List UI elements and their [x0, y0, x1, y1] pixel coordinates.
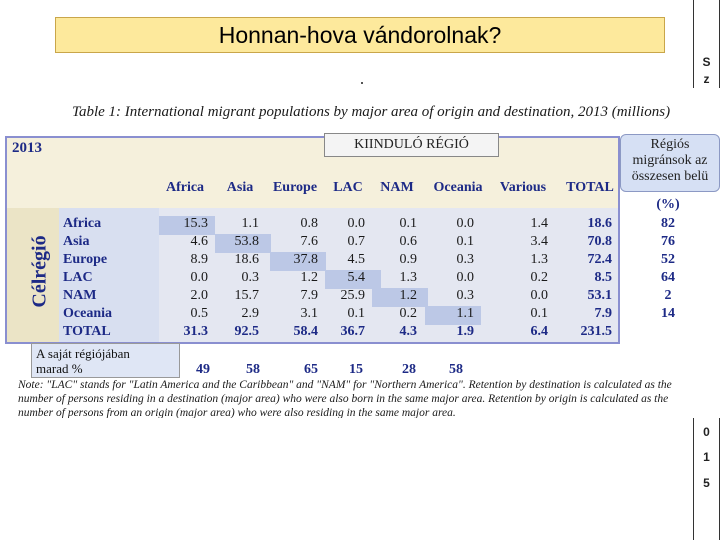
pct-value: 14 — [661, 306, 675, 321]
col-header-africa: Africa — [165, 180, 205, 195]
regional-box-line: összesen belü — [631, 169, 709, 184]
col-header-asia: Asia — [226, 180, 254, 195]
table-cell: 0.1 — [399, 216, 417, 231]
retention-label-box — [31, 343, 180, 378]
table-cell-total: 53.1 — [587, 288, 612, 303]
row-label-nam: NAM — [63, 288, 97, 303]
table-cell: 0.0 — [456, 270, 474, 285]
table-cell: 0.1 — [530, 306, 548, 321]
table-cell-total: 18.6 — [587, 216, 612, 231]
table-cell: 2.0 — [190, 288, 208, 303]
retention-value: 28 — [402, 362, 416, 377]
table-cell: 7.9 — [300, 288, 318, 303]
table-cell: 0.8 — [300, 216, 318, 231]
col-header-nam: NAM — [380, 180, 414, 195]
col-header-total: TOTAL — [566, 180, 614, 195]
table-caption: Table 1: International migrant populations by major area of origin and destination, 2013 (millions) — [72, 104, 671, 120]
table-cell-total: 4.3 — [399, 324, 417, 339]
table-cell: 8.9 — [190, 252, 208, 267]
table-cell: 0.3 — [241, 270, 259, 285]
table-cell-total: 70.8 — [587, 234, 612, 249]
table-cell: 15.3 — [183, 216, 208, 231]
row-label-africa: Africa — [63, 216, 102, 231]
table-cell: 0.0 — [530, 288, 548, 303]
table-cell: 0.1 — [456, 234, 474, 249]
table-cell: 1.1 — [456, 306, 474, 321]
pct-value: 82 — [661, 216, 675, 231]
col-header-oceania: Oceania — [433, 180, 483, 195]
table-cell: 53.8 — [234, 234, 259, 249]
table-cell: 1.2 — [300, 270, 318, 285]
table-year: 2013 — [12, 140, 42, 156]
table-cell: 5.4 — [347, 270, 365, 285]
table-cell-total: 92.5 — [234, 324, 259, 339]
table-cell: 2.9 — [241, 306, 259, 321]
regional-box-line: migránsok az — [632, 153, 708, 168]
retention-label-line: marad % — [36, 361, 83, 376]
table-cell-total: 58.4 — [293, 324, 318, 339]
table-cell: 0.9 — [399, 252, 417, 267]
table-cell: 1.3 — [530, 252, 548, 267]
table-cell: 0.1 — [347, 306, 365, 321]
col-header-lac: LAC — [333, 180, 363, 195]
table-cell-total: 231.5 — [580, 324, 612, 339]
table-cell: 0.2 — [530, 270, 548, 285]
retention-value: 58 — [449, 362, 463, 377]
table-cell: 0.3 — [456, 252, 474, 267]
strip-char: 5 — [703, 476, 710, 490]
retention-value: 49 — [196, 362, 210, 377]
table-cell: 37.8 — [293, 252, 318, 267]
table-cell: 7.6 — [300, 234, 318, 249]
table-cell: 0.0 — [456, 216, 474, 231]
table-cell: 0.0 — [347, 216, 365, 231]
strip-char: 0 — [703, 425, 710, 439]
table-cell: 0.7 — [347, 234, 365, 249]
strip-char: S — [702, 55, 711, 69]
table-cell: 1.1 — [241, 216, 259, 231]
table-cell-total: 72.4 — [587, 252, 612, 267]
regional-box-line: Régiós — [650, 137, 690, 152]
pct-value: 76 — [661, 234, 675, 249]
table-cell: 3.1 — [300, 306, 318, 321]
row-label-total: TOTAL — [63, 324, 111, 339]
table-cell: 1.4 — [530, 216, 548, 231]
retention-value: 65 — [304, 362, 318, 377]
pct-value: 64 — [661, 270, 675, 285]
origin-region-label — [324, 133, 499, 157]
table-cell-total: 7.9 — [594, 306, 612, 321]
table-cell: 0.3 — [456, 288, 474, 303]
table-cell: 0.0 — [190, 270, 208, 285]
table-cell-total: 1.9 — [456, 324, 474, 339]
retention-label-line: A saját régiójában — [36, 346, 130, 361]
strip-char: 1 — [703, 450, 710, 464]
pct-value: 52 — [661, 252, 675, 267]
destination-region-label: Célrégió — [28, 235, 51, 308]
table-cell: 15.7 — [234, 288, 259, 303]
pct-header: (%) — [656, 197, 680, 212]
table-footnote: Note: "LAC" stands for "Latin America and the Caribbean" and "NAM" for "Northern America". Retention by destination is calculated as the number of persons residing in a destination (major area) who were also born in the same major area. Retention by origin is calculated as the number of persons from an origin (major area) who were also residing in the same major area. — [18, 379, 672, 418]
slide-title-text: Honnan-hova vándorolnak? — [218, 21, 502, 48]
table-cell: 4.6 — [190, 234, 208, 249]
row-label-oceania: Oceania — [63, 306, 112, 321]
col-header-various: Various — [499, 180, 547, 195]
col-header-europe: Europe — [272, 180, 318, 195]
table-cell-total: 36.7 — [340, 324, 365, 339]
pct-value: 2 — [664, 288, 672, 303]
table-cell: 4.5 — [347, 252, 365, 267]
slide-title — [55, 17, 665, 53]
table-header-band — [7, 138, 618, 208]
table-cell: 0.5 — [190, 306, 208, 321]
table-cell: 1.3 — [399, 270, 417, 285]
table-cell-total: 31.3 — [183, 324, 208, 339]
row-label-asia: Asia — [63, 234, 90, 249]
origin-region-text: KIINDULÓ RÉGIÓ — [354, 137, 469, 152]
table-cell-total: 6.4 — [530, 324, 548, 339]
table-cell: 3.4 — [530, 234, 548, 249]
table-cell-total: 8.5 — [594, 270, 612, 285]
table-cell: 0.2 — [399, 306, 417, 321]
strip-char: z — [703, 72, 710, 86]
retention-value: 58 — [246, 362, 260, 377]
table-cell: 0.6 — [399, 234, 417, 249]
row-label-lac: LAC — [63, 270, 93, 285]
table-cell: 18.6 — [234, 252, 259, 267]
table-cell: 25.9 — [340, 288, 365, 303]
row-label-europe: Europe — [63, 252, 108, 267]
decorative-dot — [361, 82, 363, 84]
regional-migrants-box — [620, 134, 720, 192]
retention-value: 15 — [349, 362, 363, 377]
table-cell: 1.2 — [399, 288, 417, 303]
